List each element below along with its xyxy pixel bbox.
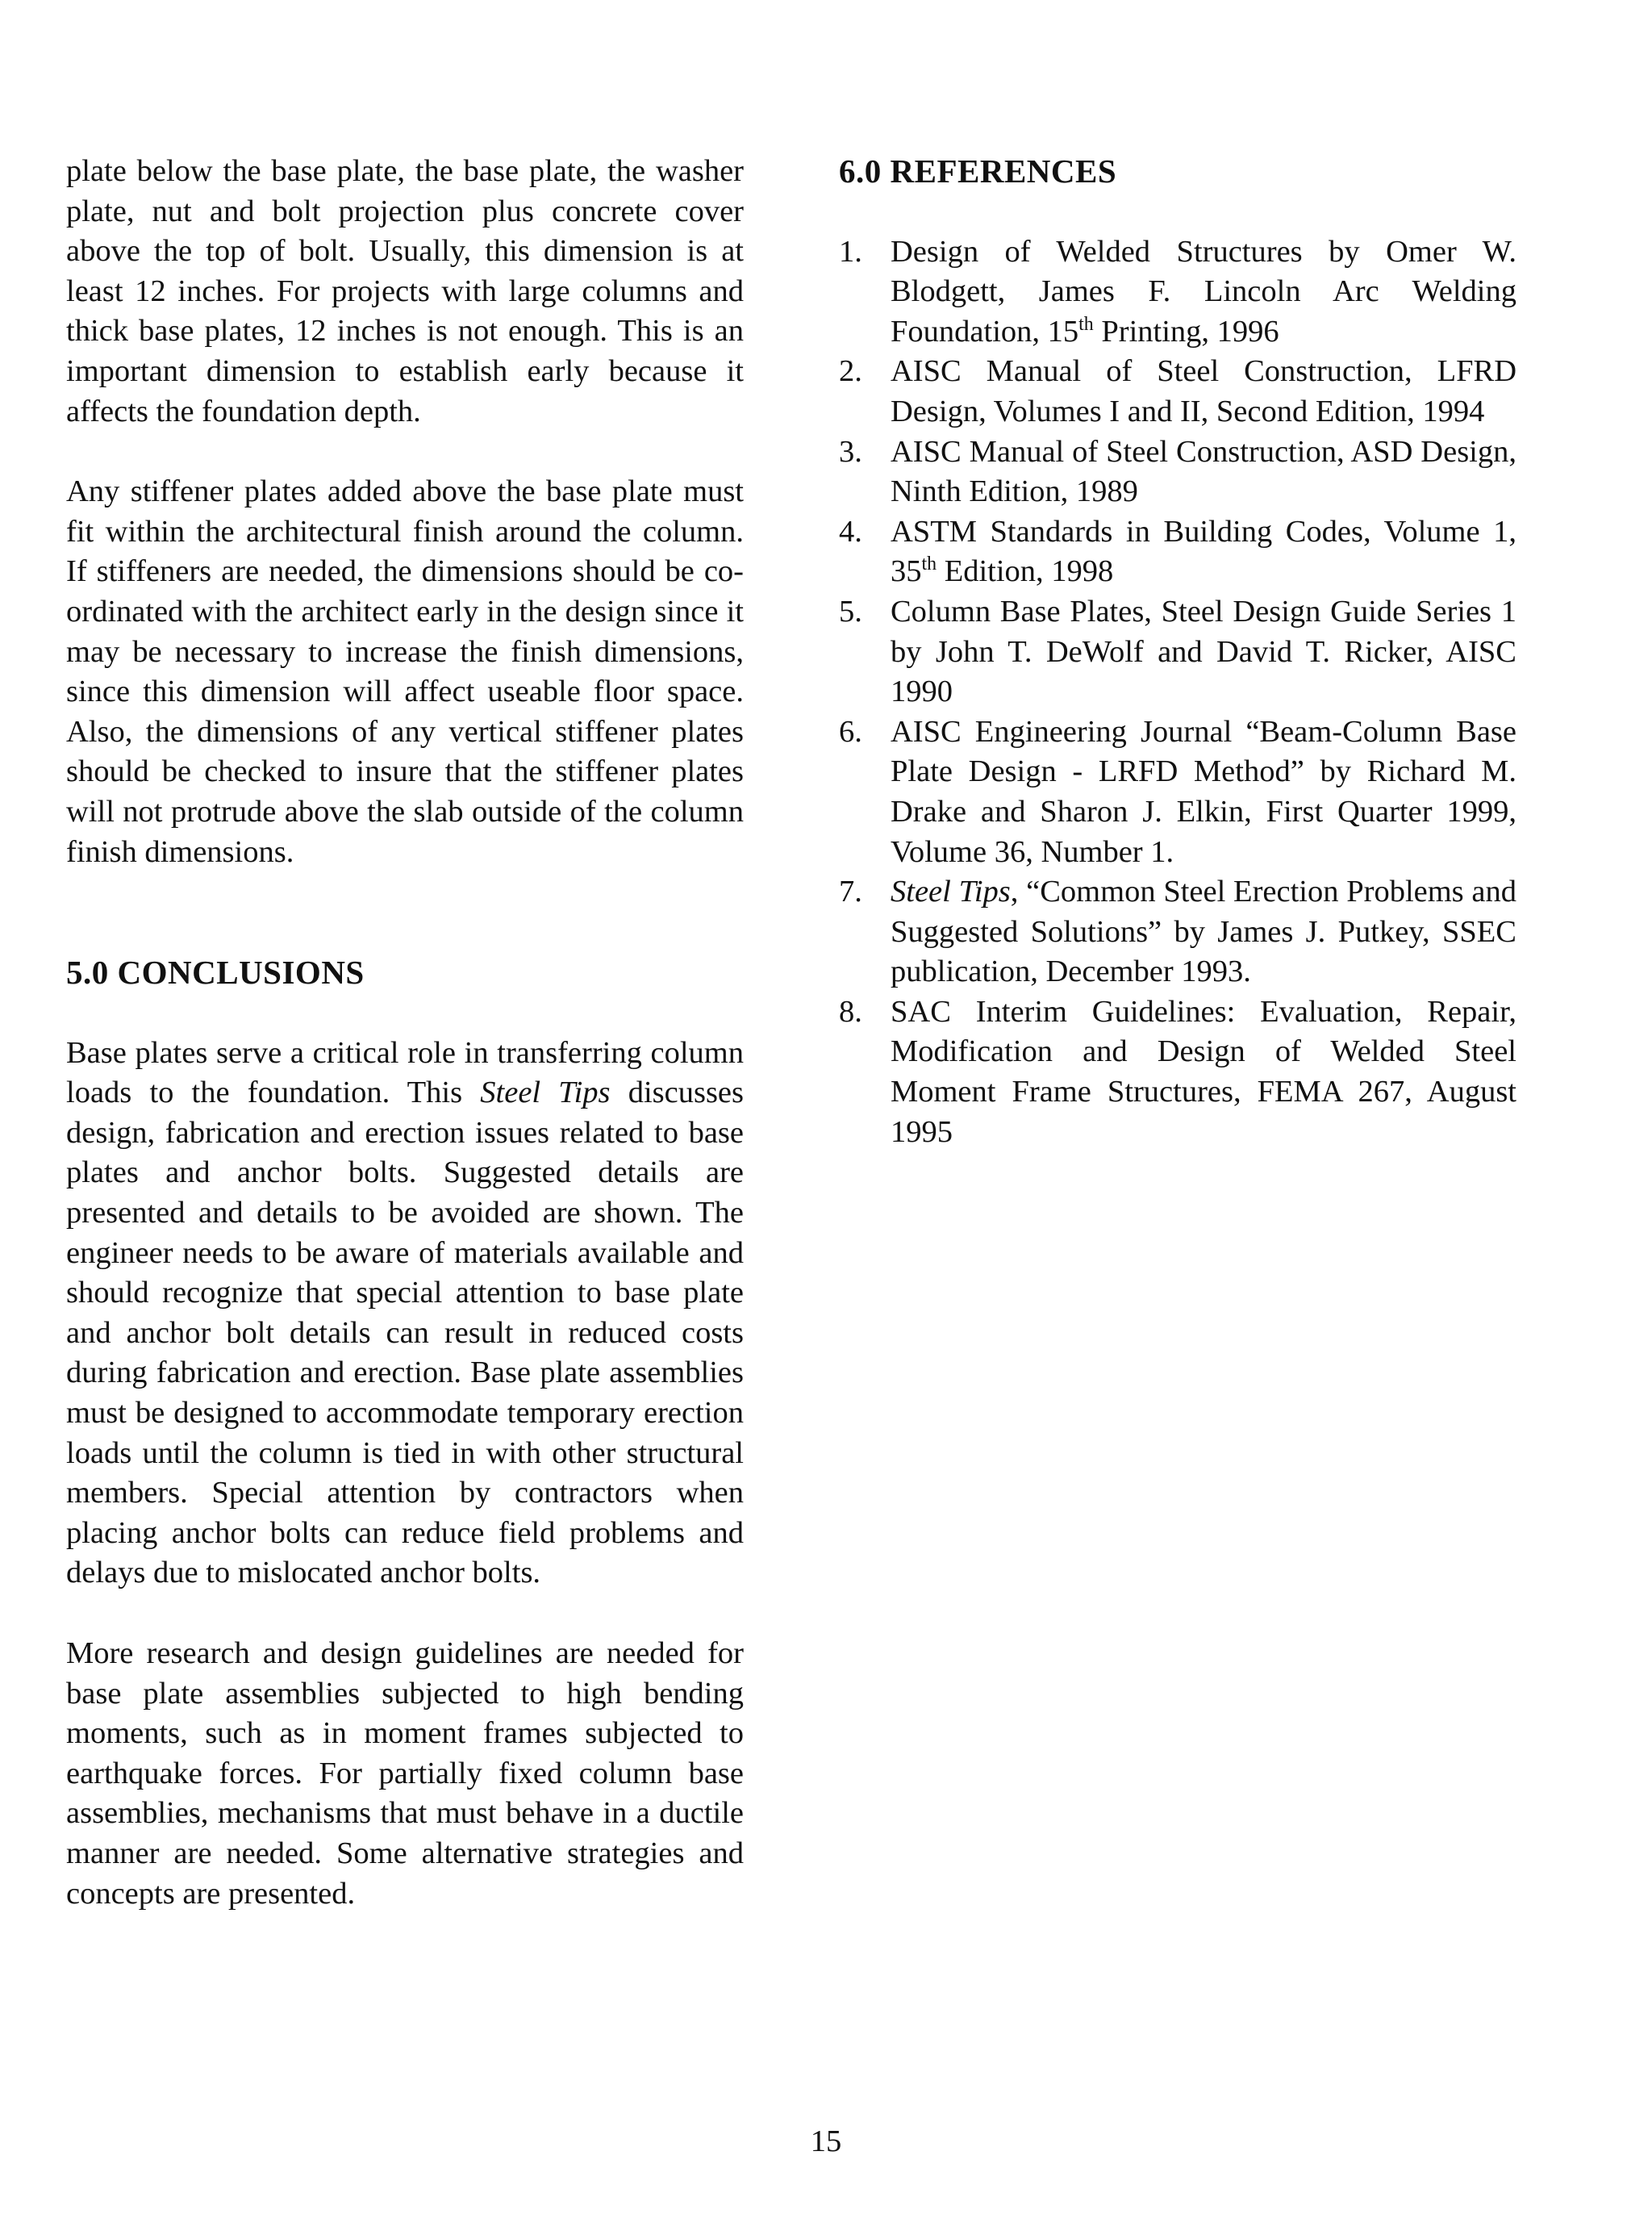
reference-item-3: [839, 432, 1516, 512]
right-column: [839, 152, 1516, 1152]
reference-number: 2.: [839, 354, 862, 389]
reference-number: 4.: [839, 514, 862, 549]
paragraph-stiffener-plates: Any stiffener plates added above the base plate must fit within the architectural finish around the column. If stiffeners are needed, the dimensions should be co-ordinated with the architect early in the design since it may be necessary to increase the finish dimensions, since this dimension will affect useable floor space. Also, the dimensions of any vertical stiffener plates should be checked to insure that the stiffener plates will not protrude above the slab outside of the column finish dimensions.: [66, 474, 744, 869]
reference-text: AISC Manual of Steel Construction, LFRD Design, Volumes I and II, Second Edition, 1994: [891, 354, 1516, 428]
reference-item-2: [839, 352, 1516, 432]
reference-text: Column Base Plates, Steel Design Guide Series 1 by John T. DeWolf and David T. Ricker, AISC 1990: [891, 594, 1516, 709]
conclusions-heading: 5.0 CONCLUSIONS: [66, 954, 365, 992]
reference-item-6: [839, 712, 1516, 872]
reference-number: 1.: [839, 234, 862, 269]
reference-item-1: [839, 232, 1516, 353]
reference-item-4: [839, 512, 1516, 592]
steel-tips-title: Steel Tips: [480, 1076, 611, 1110]
paragraph-conclusions-summary: Base plates serve a critical role in transferring column loads to the foundation. This Steel Tips discusses design, fabrication and erection issues related to base plates and anchor bolts. Suggested details are presented and details to be avoided are shown. The engineer needs to be aware of materials available and should recognize that special attention to base plate and anchor bolt details can result in reduced costs during fabrication and erection. Base plate assemblies must be designed to accommodate temporary erection loads until the column is tied in with other structural members. Special attention by contractors when placing anchor bolts can reduce field problems and delays due to mislocated anchor bolts.: [66, 1035, 744, 1590]
reference-text: Design of Welded Structures by Omer W. Blodgett, James F. Lincoln Arc Welding Foundation, 15th Printing, 1996: [891, 234, 1516, 349]
reference-number: 6.: [839, 714, 862, 749]
reference-number: 8.: [839, 994, 862, 1029]
reference-text: AISC Manual of Steel Construction, ASD Design, Ninth Edition, 1989: [891, 434, 1516, 509]
reference-number: 3.: [839, 434, 862, 469]
reference-text: AISC Engineering Journal “Beam-Column Base Plate Design - LRFD Method” by Richard M. Drake and Sharon J. Elkin, First Quarter 1999, Volume 36, Number 1.: [891, 714, 1516, 869]
reference-item-7: [839, 872, 1516, 992]
reference-text: Steel Tips, “Common Steel Erection Problems and Suggested Solutions” by James J. Putkey, SSEC publication, December 1993.: [891, 875, 1516, 989]
references-heading: 6.0 REFERENCES: [839, 152, 1117, 190]
paragraph-base-plate-depth: plate below the base plate, the base plate, the washer plate, nut and bolt projection plus concrete cover above the top of bolt. Usually, this dimension is at least 12 inches. For projects with large columns and thick base plates, 12 inches is not enough. This is an important dimension to establish early because it affects the foundation depth.: [66, 154, 744, 428]
reference-text: ASTM Standards in Building Codes, Volume 1, 35th Edition, 1998: [891, 514, 1516, 589]
paragraph-research-needed: More research and design guidelines are needed for base plate assemblies subjected to high bending moments, such as in moment frames subjected to earthquake forces. For partially fixed column base assemblies, mechanisms that must behave in a ductile manner are needed. Some alternative strategies and concepts are presented.: [66, 1636, 744, 1911]
reference-number: 5.: [839, 594, 862, 629]
reference-number: 7.: [839, 875, 862, 909]
reference-text: SAC Interim Guidelines: Evaluation, Repair, Modification and Design of Welded Steel Moment Frame Structures, FEMA 267, August 1995: [891, 994, 1516, 1149]
page-number: 15: [810, 2124, 842, 2158]
left-column: [66, 152, 744, 1914]
references-list: [839, 232, 1516, 1153]
reference-item-8: [839, 992, 1516, 1152]
reference-item-5: [839, 592, 1516, 712]
